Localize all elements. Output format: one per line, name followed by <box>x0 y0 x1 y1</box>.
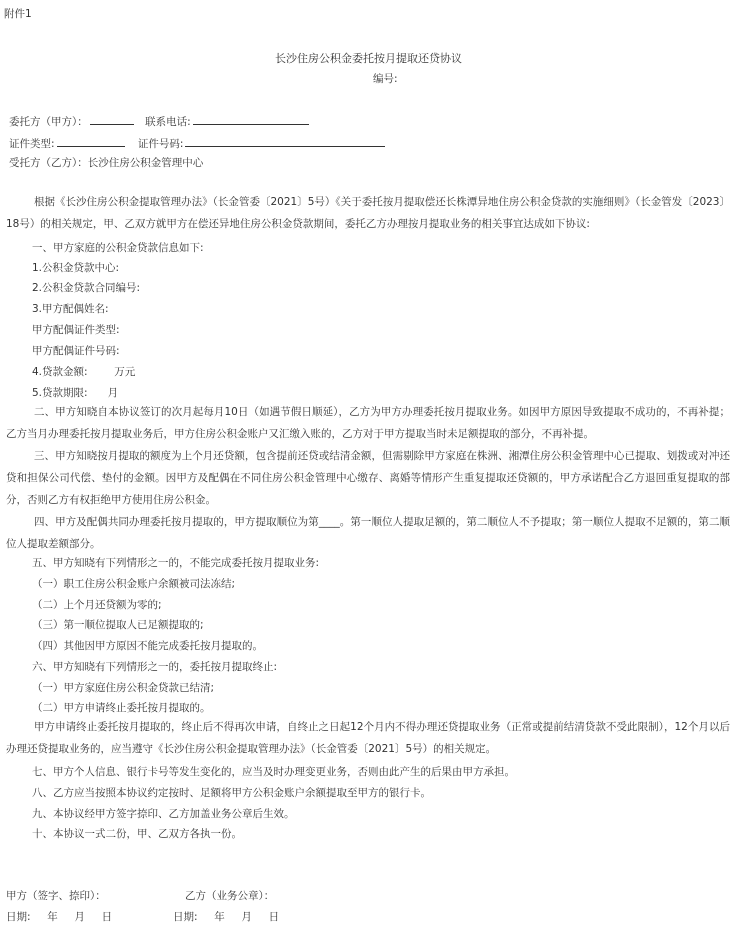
phone-blank[interactable] <box>193 112 309 125</box>
loan-center-line: 1.公积金贷款中心: <box>32 262 120 274</box>
contract-number-line: 2.公积金贷款合同编号: <box>32 282 141 294</box>
party-b-line: 受托方（乙方）：长沙住房公积金管理中心 <box>9 157 204 169</box>
loan-amount-line: 4.贷款金额: 万元 <box>32 366 136 378</box>
section-5-item: （二）上个月还贷额为零的; <box>32 599 162 611</box>
section-8-line: 八、乙方应当按照本协议约定按时、足额将甲方公积金账户余额提取至甲方的银行卡。 <box>32 787 431 799</box>
section-10-line: 十、本协议一式二份，甲、乙双方各执一份。 <box>32 828 242 840</box>
party-a-signature-label: 甲方（签字、捺印）： <box>6 890 106 902</box>
agreement-number-label: 编号: <box>373 73 398 85</box>
party-a-row <box>9 112 311 130</box>
party-b-seal-label: 乙方（业务公章）： <box>185 890 275 902</box>
id-number-label: 证件号码: <box>137 138 184 150</box>
id-row <box>9 134 387 152</box>
phone-label: 联系电话: <box>145 116 191 128</box>
document-title: 长沙住房公积金委托按月提取还贷协议 <box>275 52 462 65</box>
id-type-blank[interactable] <box>57 134 125 147</box>
section-6-title: 六、甲方知晓有下列情形之一的，委托按月提取终止: <box>32 661 278 673</box>
section-5-item: （三）第一顺位提取人已足额提取的; <box>32 619 204 631</box>
section-6-note: 甲方申请终止委托按月提取的，终止后不得再次申请，自终止之日起12个月内不得办理还贷提取业务（正常或提前结清贷款不受此限制），12个月以后办理还贷提取业务的，应当遵守《长沙住房公积金提取管理办法》（长金管委〔2021〕5号）的相关规定。 <box>6 721 730 755</box>
party-a-blank[interactable] <box>90 112 134 125</box>
spouse-id-number-line: 甲方配偶证件号码: <box>32 345 120 357</box>
id-number-blank[interactable] <box>185 134 385 147</box>
party-a-label: 委托方（甲方）： <box>9 116 88 128</box>
spouse-name-line: 3.甲方配偶姓名: <box>32 303 109 315</box>
section-4-paragraph: 四、甲方及配偶共同办理委托按月提取的，甲方提取顺位为第____。第一顺位人提取足额的，第二顺位人不予提取；第一顺位人提取不足额的，第二顺位人提取差额部分。 <box>6 516 730 550</box>
section-6-item: （一）甲方家庭住房公积金贷款已结清; <box>32 682 215 694</box>
id-type-label: 证件类型: <box>9 138 55 150</box>
section-6-item: （二）甲方申请终止委托按月提取的。 <box>32 702 211 714</box>
loan-term-line: 5.贷款期限: 月 <box>32 387 119 399</box>
section-5-item: （四）其他因甲方原因不能完成委托按月提取的。 <box>32 640 263 652</box>
spouse-id-type-line: 甲方配偶证件类型: <box>32 324 120 336</box>
section-2-paragraph: 二、甲方知晓自本协议签订的次月起每月10日（如遇节假日顺延），乙方为甲方办理委托按月提取业务。如因甲方原因导致提取不成功的，不再补提；乙方当月办理委托按月提取业务后，甲方住房公积金账户又汇缴入账的，乙方对于甲方提取当时未足额提取的部分，不再补提。 <box>6 406 730 440</box>
party-b-date: 日期: 年 月 日 <box>173 911 280 923</box>
section-3-paragraph: 三、甲方知晓按月提取的额度为上个月还贷额，包含提前还贷或结清金额，但需剔除甲方家庭在株洲、湘潭住房公积金管理中心已提取、划拨或对冲还贷和担保公司代偿、垫付的金额。因甲方及配偶在不同住房公积金管理中心缴存、离婚等情形产生重复提取还贷额的，甲方承诺配合乙方退回重复提取的部分，否则乙方有权拒绝甲方使用住房公积金。 <box>6 450 730 506</box>
section-7-line: 七、甲方个人信息、银行卡号等发生变化的，应当及时办理变更业务，否则由此产生的后果由甲方承担。 <box>32 766 515 778</box>
party-a-date: 日期: 年 月 日 <box>6 911 113 923</box>
section-5-item: （一）职工住房公积金账户余额被司法冻结; <box>32 578 236 590</box>
intro-paragraph: 根据《长沙住房公积金提取管理办法》（长金管委〔2021〕5号）《关于委托按月提取偿还长株潭异地住房公积金贷款的实施细则》（长金管发〔2023〕18号）的相关规定，甲、乙双方就甲方在偿还异地住房公积金贷款期间，委托乙方办理按月提取业务的相关事宜达成如下协议: <box>6 196 730 230</box>
attachment-label: 附件1 <box>4 8 32 20</box>
section-1-title: 一、甲方家庭的公积金贷款信息如下: <box>32 242 204 254</box>
section-9-line: 九、本协议经甲方签字捺印、乙方加盖业务公章后生效。 <box>32 808 295 820</box>
section-5-title: 五、甲方知晓有下列情形之一的，不能完成委托按月提取业务: <box>32 557 320 569</box>
